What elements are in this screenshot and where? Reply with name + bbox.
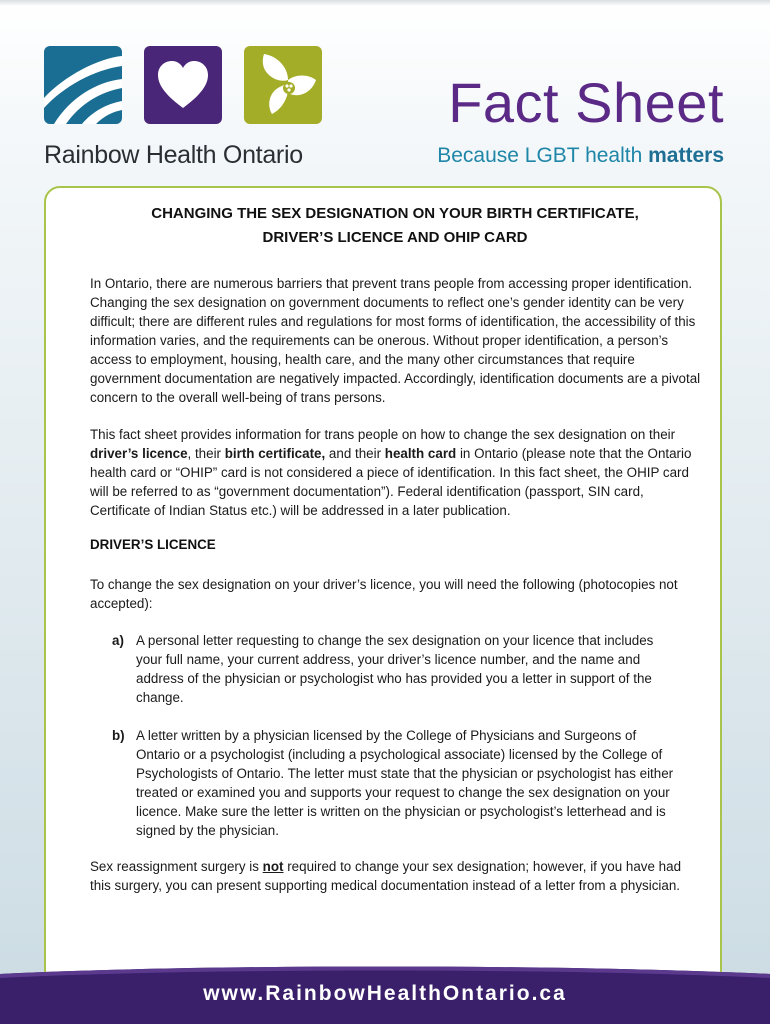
closing-text-2: required to change your sex designation; however, if you have had this surgery, you can present supporting medical documentation instead of a letter from a physician. — [90, 859, 682, 893]
closing-paragraph — [90, 857, 702, 895]
list-item-label: b) — [112, 728, 125, 743]
intro-paragraph: In Ontario, there are numerous barriers that prevent trans people from accessing proper identification. Changing the sex designation on government documents to reflect one’s gender identity can be very difficult; there are different rules and regulations for most forms of identification, the accessibility of this information varies, and the requirements can be onerous. Without proper identification, a person’s access to employment, housing, health care, and the many other circumstances that require government documentation are negatively impacted. Accordingly, identification documents are a pivotal concern to the overall well-being of trans persons. — [90, 276, 701, 405]
fact-sheet-title: Fact Sheet — [448, 71, 724, 134]
scope-text-3: and their — [325, 446, 385, 461]
tagline — [437, 144, 724, 168]
org-name: Rainbow Health Ontario — [44, 141, 303, 169]
heart-icon — [144, 46, 222, 124]
scope-paragraph — [90, 425, 702, 520]
list-item-label: a) — [112, 633, 124, 648]
trillium-flower-icon — [244, 46, 322, 124]
list-item-text: A letter written by a physician licensed by the College of Physicians and Surgeons of Ontario or a psychologist (including a psychological associate) licensed by the College of Psychologists of Ontario. The letter must state that the physician or psychologist has either treated or examined you and supports your request to change the sex designation on your licence. Make sure the letter is written on the physician or psychologist’s letterhead and is signed by the physician. — [136, 728, 674, 838]
website-link[interactable]: www.RainbowHealthOntario.ca — [203, 982, 567, 1005]
top-border — [0, 0, 770, 6]
tagline-emphasis: matters — [648, 144, 724, 167]
scope-text-2: , their — [187, 446, 225, 461]
closing-text-1: Sex reassignment surgery is — [90, 859, 263, 874]
heading-line-1: CHANGING THE SEX DESIGNATION ON YOUR BIRTH CERTIFICATE, — [151, 205, 639, 222]
section-title: DRIVER’S LICENCE — [90, 537, 216, 552]
footer-banner — [0, 960, 770, 1024]
rainbow-health-ontario-logo — [44, 46, 334, 176]
section-intro: To change the sex designation on your driver’s licence, you will need the following (photocopies not accepted): — [90, 577, 678, 611]
list-item-text: A personal letter requesting to change the sex designation on your licence that includes your full name, your current address, your driver’s licence number, and the name and address of the physician or psychologist who has provided you a letter in support of the change. — [136, 633, 654, 705]
scope-bold-drivers-licence: driver’s licence — [90, 446, 188, 461]
tagline-start: Because LGBT health — [437, 144, 649, 167]
scope-bold-health-card: health card — [384, 446, 457, 461]
heading-line-2: DRIVER’S LICENCE AND OHIP CARD — [262, 229, 528, 246]
scope-bold-birth-certificate: birth certificate, — [224, 446, 326, 461]
document-heading — [90, 202, 700, 250]
rainbow-wave-icon — [44, 46, 122, 124]
scope-text-4: in Ontario (please note that the Ontario health card or “OHIP” card is not considered a piece of identification. In this fact sheet, the OHIP card will be referred to as “government documentation”). Federal identification (passport, SIN card, Certificate of Indian Status etc.) will be addressed in a later publication. — [90, 446, 692, 518]
closing-emphasis-not: not — [262, 859, 284, 874]
scope-text-1: This fact sheet provides information for trans people on how to change the sex designation on their — [90, 427, 676, 442]
